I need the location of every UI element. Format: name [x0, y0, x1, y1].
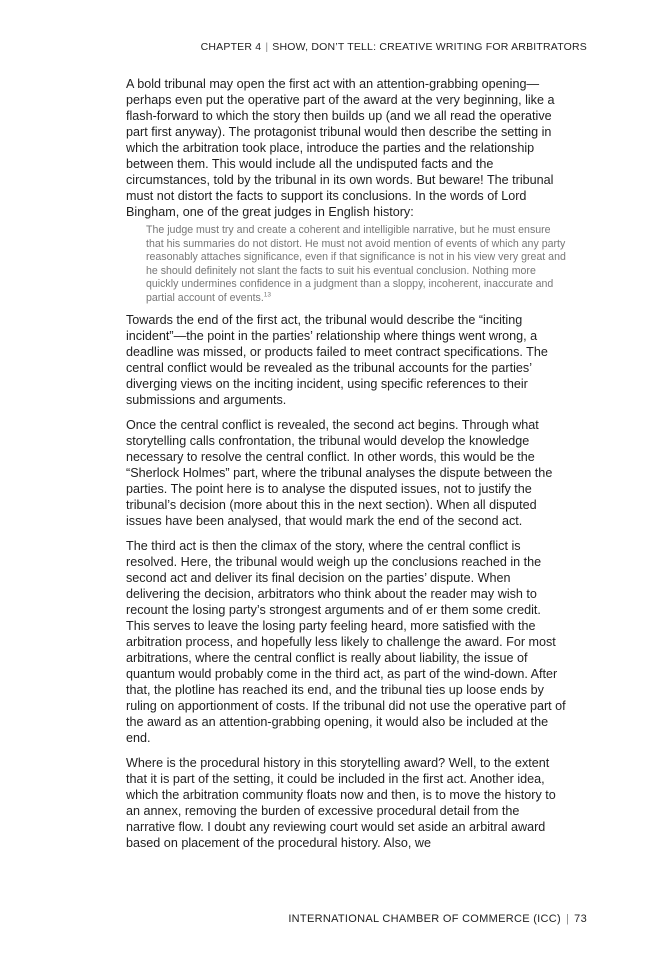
footnote-reference: 13 — [263, 291, 272, 299]
quote-text: The judge must try and create a coherent and intelligible narrative, but he must ensure that his summaries do not distort. He must not avoid mention of events of which any party reasonably attaches significance, even if that significance is not in his view very great and he should definitely not slant the facts to suit his eventual conclusion. Nothing more quickly undermines confidence in a judgment than a sloppy, incoherent, inaccurate and partial account of events. — [146, 224, 566, 304]
paragraph-inciting-incident: Towards the end of the first act, the tribunal would describe the “inciting incident”—the point in the parties’ relationship where things went wrong, a deadline was missed, or products failed to meet contract specifications. The central conflict would be revealed as the tribunal accounts for the parties’ diverging views on the inciting incident, using specific references to their submissions and arguments. — [126, 312, 548, 407]
paragraph-first-act: A bold tribunal may open the first act with an attention-grabbing opening—perhaps even put the operative part of the award at the very beginning, like a flash-forward to which the story then builds up (and we all read the operative part first anyway). The protagonist tribunal would then describe the setting in which the arbitration took place, introduce the parties and the relationship between them. This would include all the undisputed facts and the circumstances, told by the tribunal in its own words. But beware! The tribunal must not distort the facts to support its conclusions. In the words of Lord Bingham, one of the great judges in English history: — [126, 77, 555, 219]
header-separator: | — [265, 41, 269, 53]
page-number: 73 — [574, 913, 587, 925]
chapter-label: CHAPTER 4 — [200, 41, 262, 53]
page-body — [126, 76, 566, 860]
paragraph-procedural-history: Where is the procedural history in this storytelling award? Well, to the extent that it is part of the setting, it could be included in the first act. Another idea, which the arbitration community floats now and then, is to move the history to an annex, removing the burden of excessive procedural detail from the narrative flow. I doubt any reviewing court would set aside an arbitral award based on placement of the procedural history. Also, we — [126, 755, 556, 850]
paragraph-second-act: Once the central conflict is revealed, the second act begins. Through what storytelling calls confrontation, the tribunal would develop the knowledge necessary to resolve the central conflict. In other words, this would be the “Sherlock Holmes” part, where the tribunal analyses the dispute between the parties. The point here is to analyse the disputed issues, not to justify the tribunal’s decision (more about this in the next section). When all disputed issues have been analysed, that would mark the end of the second act. — [126, 417, 553, 528]
block-quote-lord-bingham — [146, 224, 566, 306]
paragraph-third-act: The third act is then the climax of the story, where the central conflict is resolved. Here, the tribunal would weigh up the conclusions reached in the second act and deliver its final decision on the parties’ dispute. When delivering the decision, arbitrators who think about the reader may wish to recount the losing party’s strongest arguments and of er them some credit. This serves to leave the losing party feeling heard, more satisfied with the arbitration process, and hopefully less likely to challenge the award. For most arbitrations, where the central conflict is really about liability, the issue of quantum would probably come in the third act, as part of the wind-down. After that, the plotline has reached its end, and the tribunal ties up loose ends by ruling on apportionment of costs. If the tribunal did not use the operative part of the award as an attention-grabbing opening, it would also be included at the end. — [126, 538, 566, 745]
running-footer — [288, 913, 587, 925]
footer-separator: | — [565, 913, 570, 925]
chapter-title: SHOW, DON’T TELL: CREATIVE WRITING FOR ARBITRATORS — [272, 41, 587, 53]
running-header — [201, 41, 587, 53]
publisher-name: INTERNATIONAL CHAMBER OF COMMERCE (ICC) — [288, 913, 561, 925]
